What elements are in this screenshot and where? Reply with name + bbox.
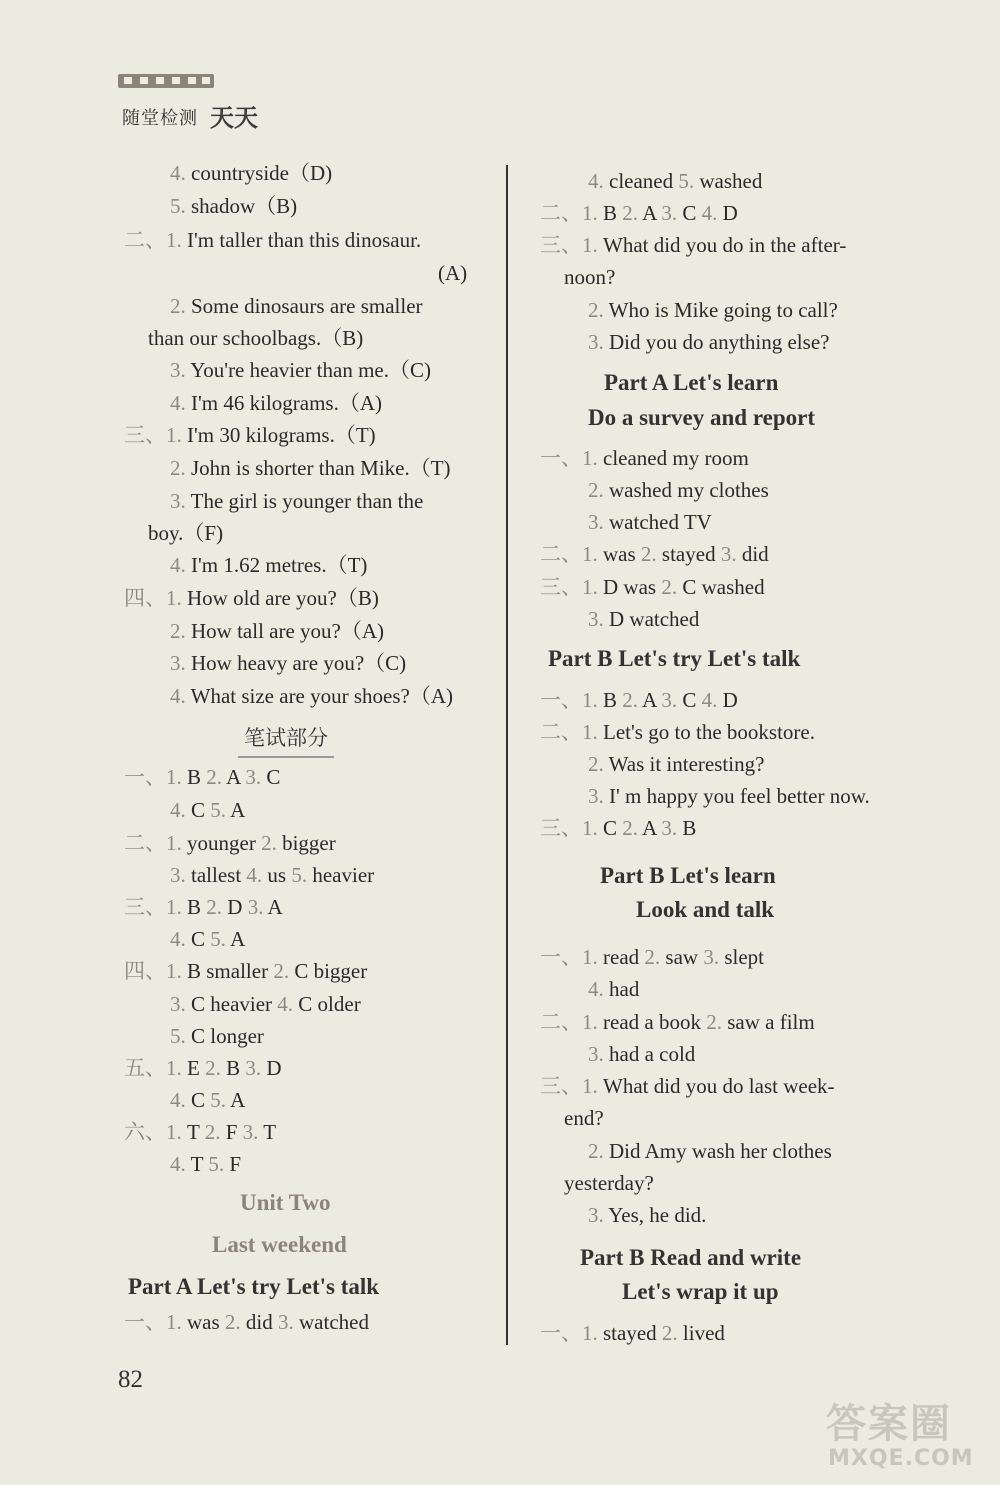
section-number: 二、	[124, 831, 166, 855]
item-number: 5.	[210, 798, 227, 822]
answer-line	[124, 894, 283, 920]
answer-line	[540, 445, 749, 471]
item-number: 3.	[661, 816, 678, 840]
answer-text: I'm 1.62 metres.（T)	[185, 553, 368, 577]
answer-text: E	[181, 1056, 206, 1080]
item-number: 1.	[582, 945, 598, 969]
item-number: 1.	[582, 1074, 598, 1098]
item-number: 1.	[166, 831, 182, 855]
answer-text: noon?	[564, 265, 616, 289]
answer-line	[170, 1087, 245, 1113]
item-number: 4.	[170, 684, 186, 708]
item-number: 1.	[582, 201, 598, 225]
answer-text: B	[181, 895, 207, 919]
section-number: 二、	[540, 720, 582, 744]
answer-line	[540, 944, 764, 970]
item-number: 1.	[166, 959, 182, 983]
section-heading: Part B Read and write	[580, 1245, 802, 1270]
answer-text: I'm taller than this dinosaur.	[181, 228, 422, 252]
item-number: 2.	[273, 959, 290, 983]
item-number: 1.	[582, 1010, 598, 1034]
answer-line	[170, 683, 453, 709]
answer-text: washed my clothes	[603, 478, 769, 502]
answer-line	[170, 991, 361, 1017]
answer-line	[540, 1009, 815, 1035]
answer-text: stayed	[597, 1321, 662, 1345]
item-number: 1.	[166, 1120, 182, 1144]
item-number: 4.	[246, 863, 263, 887]
watermark-logo	[826, 1392, 996, 1482]
answer-text: How tall are you?（A)	[185, 619, 385, 643]
answer-text: C	[597, 816, 623, 840]
answer-text: C	[185, 798, 211, 822]
item-number: 3.	[588, 1203, 604, 1227]
answer-text: B smaller	[181, 959, 274, 983]
answer-line	[124, 227, 421, 253]
answer-line	[540, 574, 765, 600]
answer-text: did	[736, 542, 769, 566]
section-heading: Part B Let's learn	[600, 863, 776, 888]
answer-text: A	[226, 798, 246, 822]
answer-line	[170, 488, 423, 514]
answer-text: C washed	[677, 575, 765, 599]
section-number: 四、	[124, 586, 166, 610]
answer-line	[588, 1041, 695, 1067]
answer-text: tallest	[185, 863, 247, 887]
item-number: 1.	[166, 895, 182, 919]
item-number: 4.	[170, 553, 186, 577]
answer-text: C	[677, 201, 702, 225]
answer-text: What size are your shoes?（A)	[185, 684, 454, 708]
answer-text: read a book	[597, 1010, 707, 1034]
item-number: 5.	[291, 863, 308, 887]
answer-text: shadow（B)	[185, 194, 298, 218]
answer-line	[564, 1105, 604, 1131]
item-number: 5.	[210, 927, 227, 951]
answer-text: A	[226, 927, 246, 951]
item-number: 2.	[261, 831, 277, 855]
column-divider	[506, 165, 508, 1345]
item-number: 2.	[206, 895, 223, 919]
item-number: 5.	[208, 1152, 225, 1176]
section-number: 一、	[540, 945, 582, 969]
section-number: 三、	[540, 1074, 582, 1098]
section-number: 二、	[540, 1010, 582, 1034]
section-number: 一、	[540, 1321, 582, 1345]
answer-line	[588, 751, 764, 777]
answer-line	[170, 1151, 241, 1177]
answer-text: I'm 30 kilograms.（T)	[181, 423, 376, 447]
section-number: 五、	[124, 1056, 166, 1080]
item-number: 1.	[166, 586, 182, 610]
item-number: 1.	[582, 575, 598, 599]
answer-text: Was it interesting?	[603, 752, 765, 776]
answer-text: B	[181, 765, 207, 789]
item-number: 3.	[245, 765, 262, 789]
item-number: 4.	[277, 992, 294, 1016]
answer-line	[170, 357, 431, 383]
answer-text: A	[638, 201, 662, 225]
answer-text: F	[224, 1152, 242, 1176]
item-number: 3.	[661, 201, 678, 225]
item-number: 3.	[703, 945, 720, 969]
answer-text: Did you do anything else?	[603, 330, 830, 354]
answer-text: The girl is younger than the	[185, 489, 424, 513]
item-number: 2.	[588, 1139, 604, 1163]
answer-text: John is shorter than Mike.（T)	[185, 456, 451, 480]
answer-line	[540, 815, 696, 841]
answer-text: D	[261, 1056, 282, 1080]
section-number: 二、	[124, 228, 166, 252]
answer-text: lived	[677, 1321, 725, 1345]
item-number: 2.	[661, 1321, 678, 1345]
series-title: 随堂检测	[122, 108, 198, 129]
section-heading: Look and talk	[636, 897, 775, 922]
answer-line	[124, 830, 336, 856]
answer-line	[588, 1138, 832, 1164]
answer-text: T	[185, 1152, 209, 1176]
item-number: 1.	[582, 233, 598, 257]
item-number: 2.	[622, 201, 639, 225]
answer-text: washed	[694, 169, 763, 193]
section-heading: Part A Let's learn	[604, 370, 779, 395]
answer-text: I' m happy you feel better now.	[603, 784, 870, 808]
item-number: 2.	[170, 294, 186, 318]
answer-line	[588, 1202, 706, 1228]
answer-text: cleaned my room	[597, 446, 749, 470]
answer-text: was	[597, 542, 641, 566]
answer-text: boy.（F)	[148, 521, 224, 545]
section-heading: Part B Let's try Let's talk	[548, 646, 801, 671]
item-number: 1.	[166, 228, 182, 252]
answer-text: saw	[660, 945, 704, 969]
answer-text: D	[222, 895, 248, 919]
answer-line	[124, 764, 280, 790]
answer-line	[170, 618, 384, 644]
answer-text: C older	[293, 992, 361, 1016]
answer-line	[540, 200, 738, 226]
item-number: 4.	[701, 201, 718, 225]
item-number: 4.	[170, 391, 186, 415]
item-number: 4.	[701, 688, 718, 712]
answer-line	[170, 862, 374, 888]
answer-line	[540, 719, 815, 745]
answer-line	[170, 293, 423, 319]
answer-line	[124, 585, 379, 611]
item-number: 1.	[582, 542, 598, 566]
item-number: 5.	[678, 169, 695, 193]
answer-line	[540, 541, 769, 567]
answer-text: Let's go to the bookstore.	[597, 720, 815, 744]
section-number: 三、	[540, 233, 582, 257]
answer-text: C longer	[185, 1024, 264, 1048]
item-number: 3.	[170, 489, 186, 513]
answer-line	[170, 552, 367, 578]
answer-line	[588, 606, 699, 632]
item-number: 3.	[242, 1120, 259, 1144]
answer-line	[588, 329, 829, 355]
answer-text: D was	[597, 575, 662, 599]
item-number: 2.	[224, 1310, 241, 1334]
section-number: 一、	[540, 446, 582, 470]
section-number: 三、	[124, 423, 166, 447]
answer-line	[170, 193, 297, 219]
answer-text: watched	[293, 1310, 369, 1334]
item-number: 2.	[204, 1120, 221, 1144]
answer-text: C	[677, 688, 702, 712]
answer-line	[588, 976, 639, 1002]
answer-text: B	[220, 1056, 246, 1080]
item-number: 3.	[588, 784, 604, 808]
section-number: 三、	[540, 575, 582, 599]
answer-text: F	[220, 1120, 243, 1144]
item-number: 2.	[622, 688, 639, 712]
item-number: 5.	[210, 1088, 227, 1112]
answer-text: watched TV	[603, 510, 712, 534]
answer-text: heavier	[307, 863, 375, 887]
answer-line	[124, 1119, 276, 1145]
item-number: 3.	[170, 651, 186, 675]
answer-text: C bigger	[289, 959, 368, 983]
answer-text: cleaned	[603, 169, 679, 193]
item-number: 2.	[706, 1010, 722, 1034]
item-number: 1.	[166, 1310, 182, 1334]
answer-line	[148, 325, 363, 351]
answer-text: A	[638, 688, 662, 712]
item-number: 1.	[582, 446, 598, 470]
item-number: 3.	[170, 358, 186, 382]
answer-line	[438, 260, 467, 286]
answer-text: C	[185, 1088, 211, 1112]
answer-line	[540, 687, 738, 713]
answer-text: end?	[564, 1106, 604, 1130]
answer-line	[564, 1170, 654, 1196]
item-number: 1.	[582, 688, 598, 712]
section-heading: Part A Let's try Let's talk	[128, 1274, 380, 1299]
item-number: 4.	[170, 798, 186, 822]
item-number: 2.	[622, 816, 639, 840]
item-number: 1.	[166, 423, 182, 447]
section-heading: Let's wrap it up	[622, 1279, 779, 1304]
item-number: 1.	[582, 1321, 598, 1345]
answer-text: D	[717, 201, 738, 225]
section-number: 六、	[124, 1120, 166, 1144]
answer-text: C heavier	[185, 992, 278, 1016]
watermark-url: MXQE.COM	[828, 1446, 974, 1471]
answer-text: (A)	[438, 261, 468, 285]
item-number: 1.	[166, 1056, 182, 1080]
item-number: 4.	[170, 161, 186, 185]
item-number: 2.	[588, 752, 604, 776]
item-number: 4.	[170, 1152, 186, 1176]
answer-text: was	[181, 1310, 225, 1334]
item-number: 3.	[588, 510, 604, 534]
watermark-text: 答案圈	[826, 1401, 952, 1447]
item-number: 5.	[170, 194, 186, 218]
section-number: 四、	[124, 959, 166, 983]
answer-text: than our schoolbags.（B)	[148, 326, 364, 350]
answer-text: D watched	[603, 607, 700, 631]
answer-line	[170, 390, 382, 416]
answer-text: us	[262, 863, 292, 887]
answer-text: A	[226, 1088, 246, 1112]
item-number: 4.	[588, 169, 604, 193]
section-number: 一、	[124, 765, 166, 789]
item-number: 2.	[170, 619, 186, 643]
answer-line	[170, 926, 245, 952]
section-number: 一、	[124, 1310, 166, 1334]
answer-text: bigger	[276, 831, 336, 855]
item-number: 3.	[247, 895, 264, 919]
item-number: 3.	[245, 1056, 262, 1080]
answer-text: younger	[181, 831, 262, 855]
item-number: 2.	[170, 456, 186, 480]
answer-line	[540, 1320, 725, 1346]
answer-text: Yes, he did.	[603, 1203, 707, 1227]
answer-text: C	[261, 765, 281, 789]
section-number: 三、	[124, 895, 166, 919]
answer-text: D	[717, 688, 738, 712]
item-number: 3.	[661, 688, 678, 712]
answer-line	[588, 297, 838, 323]
answer-text: had	[603, 977, 640, 1001]
item-number: 1.	[166, 765, 182, 789]
section-number: 一、	[540, 688, 582, 712]
item-number: 1.	[582, 816, 598, 840]
answer-text: A	[222, 765, 246, 789]
answer-text: slept	[719, 945, 764, 969]
item-number: 3.	[720, 542, 737, 566]
answer-text: What did you do in the after-	[597, 233, 847, 257]
answer-line	[170, 650, 406, 676]
answer-text: yesterday?	[564, 1171, 654, 1195]
item-number: 2.	[206, 765, 223, 789]
item-number: 2.	[644, 945, 661, 969]
answer-text: Who is Mike going to call?	[603, 298, 838, 322]
answer-text: saw a film	[721, 1010, 815, 1034]
answer-line	[170, 797, 245, 823]
answer-text: How old are you?（B)	[181, 586, 379, 610]
item-number: 3.	[588, 607, 604, 631]
item-number: 3.	[278, 1310, 294, 1334]
answer-text: A	[263, 895, 283, 919]
answer-line	[124, 1055, 282, 1081]
page-number: 82	[118, 1366, 143, 1393]
item-number: 5.	[170, 1024, 186, 1048]
answer-line	[588, 783, 870, 809]
answer-text: Did Amy wash her clothes	[603, 1139, 832, 1163]
answer-text: stayed	[656, 542, 721, 566]
item-number: 3.	[170, 863, 186, 887]
item-number: 4.	[170, 927, 186, 951]
answer-line	[124, 1309, 369, 1335]
section-heading: Do a survey and report	[588, 405, 816, 430]
answer-line	[588, 477, 769, 503]
answer-line	[124, 422, 376, 448]
item-number: 2.	[588, 478, 604, 502]
answer-line	[540, 1073, 835, 1099]
answer-text: You're heavier than me.（C)	[185, 358, 431, 382]
answer-text: countryside（D)	[185, 161, 333, 185]
section-heading: Unit Two	[240, 1190, 331, 1215]
answer-line	[540, 232, 846, 258]
answer-text: What did you do last week-	[597, 1074, 835, 1098]
item-number: 1.	[582, 720, 598, 744]
answer-text: B	[597, 201, 623, 225]
answer-line	[588, 509, 712, 535]
answer-text: I'm 46 kilograms.（A)	[185, 391, 383, 415]
answer-line	[170, 455, 451, 481]
item-number: 4.	[588, 977, 604, 1001]
answer-line	[564, 264, 615, 290]
section-number: 二、	[540, 542, 582, 566]
answer-text: did	[240, 1310, 279, 1334]
series-logo	[118, 74, 258, 134]
section-number: 三、	[540, 816, 582, 840]
answer-text: Some dinosaurs are smaller	[185, 294, 423, 318]
answer-line	[170, 1023, 264, 1049]
section-heading: Last weekend	[212, 1232, 347, 1257]
answer-line	[170, 160, 332, 186]
answer-text: read	[597, 945, 645, 969]
answer-text: How heavy are you?（C)	[185, 651, 407, 675]
item-number: 2.	[205, 1056, 221, 1080]
answer-text: C	[185, 927, 211, 951]
answer-text: A	[638, 816, 662, 840]
item-number: 3.	[588, 1042, 604, 1066]
answer-line	[148, 520, 223, 546]
answer-text: B	[677, 816, 697, 840]
section-number: 二、	[540, 201, 582, 225]
series-deco-text: 天天	[210, 104, 258, 132]
answer-text: had a cold	[603, 1042, 696, 1066]
item-number: 2.	[588, 298, 604, 322]
item-number: 2.	[640, 542, 657, 566]
film-strip-icon	[118, 74, 214, 88]
answer-line	[588, 168, 762, 194]
answer-text: B	[597, 688, 623, 712]
item-number: 4.	[170, 1088, 186, 1112]
answer-text: T	[258, 1120, 277, 1144]
answer-text: T	[181, 1120, 205, 1144]
item-number: 2.	[661, 575, 678, 599]
section-heading: 笔试部分	[244, 722, 328, 752]
item-number: 3.	[170, 992, 186, 1016]
item-number: 3.	[588, 330, 604, 354]
answer-line	[124, 958, 367, 984]
